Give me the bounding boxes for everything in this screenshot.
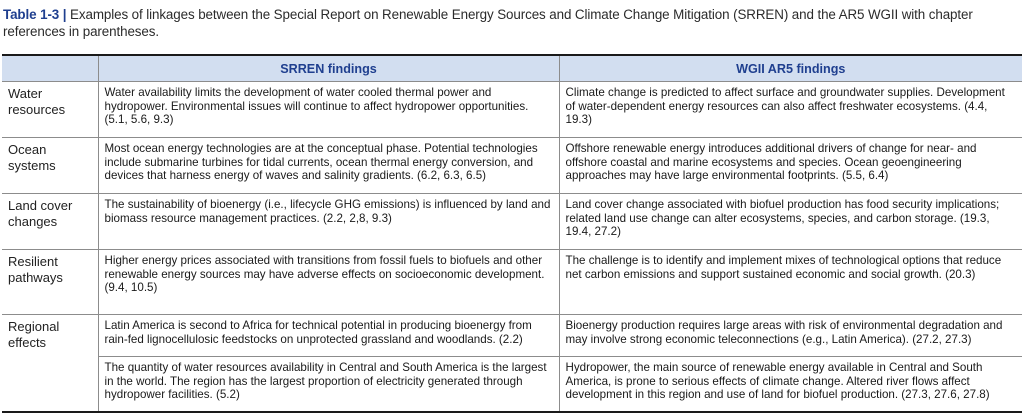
row-label: Resilient pathways [2, 250, 98, 315]
wgii-cell: The challenge is to identify and implement mixes of technological options that reduce net carbon emissions and support sustained economic and social growth. (20.3) [559, 250, 1022, 315]
table-row [2, 250, 1022, 315]
srren-cell: Higher energy prices associated with transitions from fossil fuels to biofuels and other renewable energy sources may have adverse effects on socioeconomic development. (9.4, 10.5) [98, 250, 559, 315]
srren-cell: Water availability limits the development of water cooled thermal power and hydropower. Environmental issues will continue to affect hydropower opportunities. (5.1, 5.6, 9.3) [98, 82, 559, 138]
srren-cell: Most ocean energy technologies are at the conceptual phase. Potential technologies include submarine turbines for tidal currents, ocean thermal energy conversion, and devices that harness energy of waves and salinity gradients. (6.2, 6.3, 6.5) [98, 138, 559, 194]
table-header-row [2, 55, 1022, 82]
row-label: Land cover changes [2, 194, 98, 250]
linkages-table [2, 54, 1022, 413]
row-label: Ocean systems [2, 138, 98, 194]
table-row [2, 315, 1022, 357]
srren-cell: Latin America is second to Africa for technical potential in producing bioenergy from rain-fed lignocellulosic feedstocks on unprotected grassland and woodlands. (2.2) [98, 315, 559, 357]
wgii-cell: Bioenergy production requires large areas with risk of environmental degradation and may involve strong economic teleconnections (e.g., Latin America). (27.2, 27.3) [559, 315, 1022, 357]
table-row [2, 138, 1022, 194]
caption-text: Examples of linkages between the Special Report on Renewable Energy Sources and Climate Change Mitigation (SRREN) and the AR5 WGII with chapter references in parentheses. [3, 7, 973, 39]
header-wgii: WGII AR5 findings [559, 55, 1022, 82]
header-corner [2, 55, 98, 82]
table-number: Table 1-3 | [3, 7, 67, 22]
row-label: Water resources [2, 82, 98, 138]
wgii-cell: Land cover change associated with biofuel production has food security implications; related land use change can alter ecosystems, species, and carbon storage. (19.3, 19.4, 27.2) [559, 194, 1022, 250]
table-row [2, 194, 1022, 250]
table-caption [3, 6, 1022, 40]
wgii-cell: Hydropower, the main source of renewable energy available in Central and South America, is prone to serious effects of climate change. Altered river flows affect development in this region and use of land for biofuel production. (27.3, 27.6, 27.8) [559, 357, 1022, 413]
header-srren: SRREN findings [98, 55, 559, 82]
srren-cell: The sustainability of bioenergy (i.e., lifecycle GHG emissions) is influenced by land and biomass resource management practices. (2.2, 2,8, 9.3) [98, 194, 559, 250]
wgii-cell: Offshore renewable energy introduces additional drivers of change for near- and offshore coastal and marine ecosystems and species. Ocean geoengineering approaches may have large environmental footprints. (5.5, 6.4) [559, 138, 1022, 194]
table-row [2, 82, 1022, 138]
table-row [2, 357, 1022, 413]
srren-cell: The quantity of water resources availability in Central and South America is the largest in the world. The region has the largest proportion of electricity generated through hydropower facilities. (5.2) [98, 357, 559, 413]
row-label: Regional effects [2, 315, 98, 413]
wgii-cell: Climate change is predicted to affect surface and groundwater supplies. Development of water-dependent energy resources can also affect freshwater ecosystems. (4.4, 19.3) [559, 82, 1022, 138]
